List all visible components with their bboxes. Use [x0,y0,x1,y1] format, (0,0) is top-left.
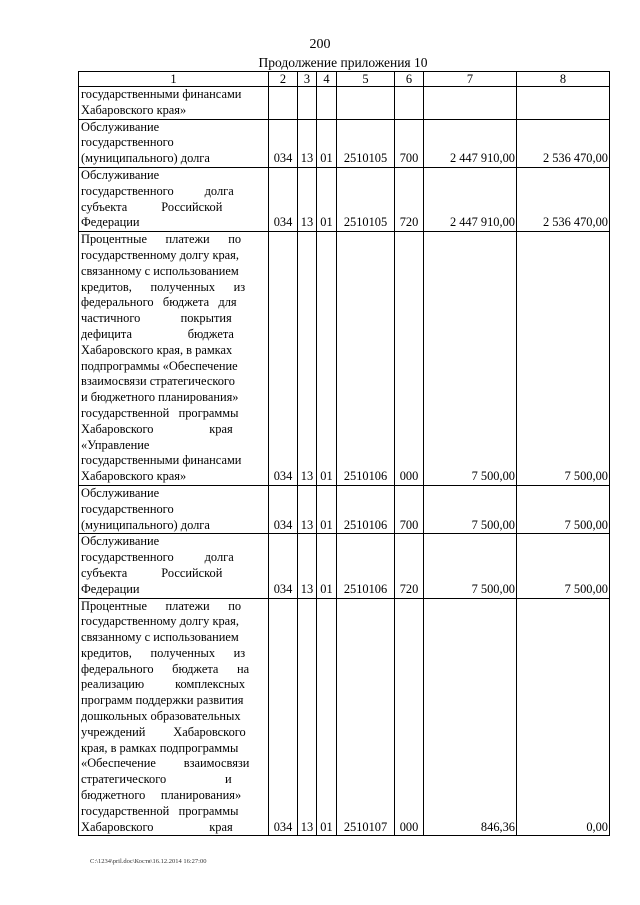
table-row [79,167,610,231]
column-header: 5 [337,72,395,87]
subsection-code-cell: 01 [317,167,337,231]
description-line: федерального бюджета на [81,661,250,676]
expense-description-cell [79,87,269,120]
column-header: 1 [79,72,269,87]
description-line: программ поддержки развития [81,693,244,708]
description-line: государственными финансами [81,453,242,468]
expense-type-cell: 000 [395,598,424,836]
description-line: связанному с использованием [81,630,239,645]
description-line: (муниципального) долга [81,517,210,532]
description-line: края, в рамках подпрограммы [81,740,239,755]
description-line: и бюджетного планирования» [81,390,239,405]
column-header: 4 [317,72,337,87]
amount-2016-cell: 7 500,00 [517,534,610,598]
amount-2015-cell: 2 447 910,00 [424,119,517,167]
amount-2015-cell: 2 447 910,00 [424,167,517,231]
expense-type-cell: 700 [395,485,424,533]
section-code-cell: 13 [298,232,317,486]
section-code-cell: 13 [298,534,317,598]
column-header: 8 [517,72,610,87]
section-code-cell [298,87,317,120]
column-header: 7 [424,72,517,87]
ministry-code-cell: 034 [269,232,298,486]
target-article-cell: 2510105 [337,119,395,167]
ministry-code-cell: 034 [269,119,298,167]
description-line: государственного долга [81,550,234,565]
expense-type-cell [395,87,424,120]
subsection-code-cell [317,87,337,120]
description-line: «Обеспечение взаимосвязи [81,756,250,771]
target-article-cell: 2510106 [337,232,395,486]
amount-2016-cell: 7 500,00 [517,232,610,486]
amount-2016-cell [517,87,610,120]
amount-2015-cell: 7 500,00 [424,534,517,598]
expense-description-cell [79,119,269,167]
column-header: 3 [298,72,317,87]
ministry-code-cell: 034 [269,534,298,598]
description-line: реализацию комплексных [81,677,246,692]
description-line: кредитов, полученных из [81,279,246,294]
ministry-code-cell: 034 [269,598,298,836]
description-line: Федерации [81,215,140,230]
description-line: «Управление [81,437,150,452]
subsection-code-cell: 01 [317,598,337,836]
description-line: субъекта Российской [81,565,223,580]
amount-2016-cell: 0,00 [517,598,610,836]
budget-table [78,71,610,836]
expense-description-cell [79,485,269,533]
description-line: Процентные платежи по [81,232,242,247]
amount-2016-cell: 2 536 470,00 [517,167,610,231]
description-line: государственного долга [81,183,234,198]
description-line: Федерации [81,581,140,596]
section-code-cell: 13 [298,598,317,836]
table-row [79,119,610,167]
ministry-code-cell: 034 [269,167,298,231]
expense-description-cell [79,598,269,836]
table-row [79,232,610,486]
description-line: государственного [81,135,174,150]
column-number-row [79,72,610,87]
subsection-code-cell: 01 [317,119,337,167]
description-line: взаимосвязи стратегического [81,374,235,389]
description-line: Обслуживание [81,485,160,500]
expense-type-cell: 000 [395,232,424,486]
description-line: учреждений Хабаровского [81,724,246,739]
description-line: подпрограммы «Обеспечение [81,358,238,373]
expense-type-cell: 720 [395,167,424,231]
subsection-code-cell: 01 [317,534,337,598]
description-line: бюджетного планирования» [81,788,242,803]
description-line: дефицита бюджета [81,326,234,341]
file-path-footer: C:\1234\pril.doc\Костя\16.12.2014 16:27:00 [90,858,207,865]
amount-2015-cell: 7 500,00 [424,232,517,486]
target-article-cell: 2510106 [337,534,395,598]
description-line: кредитов, полученных из [81,645,246,660]
amount-2015-cell: 846,36 [424,598,517,836]
description-line: частичного покрытия [81,311,232,326]
amount-2016-cell: 2 536 470,00 [517,119,610,167]
description-line: Хабаровского края» [81,102,187,117]
target-article-cell: 2510107 [337,598,395,836]
expense-description-cell [79,167,269,231]
description-line: государственного [81,501,174,516]
description-line: государственному долгу края, [81,614,239,629]
description-line: Процентные платежи по [81,598,242,613]
description-line: государственной программы [81,803,239,818]
description-line: субъекта Российской [81,199,223,214]
description-line: Хабаровского края [81,819,233,834]
amount-2015-cell [424,87,517,120]
description-line: Обслуживание [81,534,160,549]
description-line: Хабаровского края» [81,469,187,484]
target-article-cell: 2510105 [337,167,395,231]
description-line: дошкольных образовательных [81,709,241,724]
amount-2015-cell: 7 500,00 [424,485,517,533]
description-line: Хабаровского края [81,421,233,436]
page-number: 200 [309,37,331,52]
target-article-cell: 2510106 [337,485,395,533]
expense-description-cell [79,534,269,598]
description-line: Обслуживание [81,119,160,134]
description-line: федерального бюджета для [81,295,237,310]
section-code-cell: 13 [298,167,317,231]
description-line: Хабаровского края, в рамках [81,342,233,357]
ministry-code-cell: 034 [269,485,298,533]
subsection-code-cell: 01 [317,485,337,533]
table-row [79,485,610,533]
table-row [79,87,610,120]
target-article-cell [337,87,395,120]
description-line: связанному с использованием [81,263,239,278]
description-line: государственной программы [81,405,239,420]
expense-type-cell: 720 [395,534,424,598]
expense-description-cell [79,232,269,486]
table-row [79,598,610,836]
description-line: (муниципального) долга [81,151,210,166]
amount-2016-cell: 7 500,00 [517,485,610,533]
description-line: Обслуживание [81,167,160,182]
subsection-code-cell: 01 [317,232,337,486]
expense-type-cell: 700 [395,119,424,167]
section-code-cell: 13 [298,485,317,533]
section-code-cell: 13 [298,119,317,167]
appendix-continuation-title: Продолжение приложения 10 [258,55,428,70]
description-line: стратегического и [81,772,232,787]
table-row [79,534,610,598]
description-line: государственными финансами [81,87,242,101]
column-header: 6 [395,72,424,87]
description-line: государственному долгу края, [81,247,239,262]
ministry-code-cell [269,87,298,120]
column-header: 2 [269,72,298,87]
